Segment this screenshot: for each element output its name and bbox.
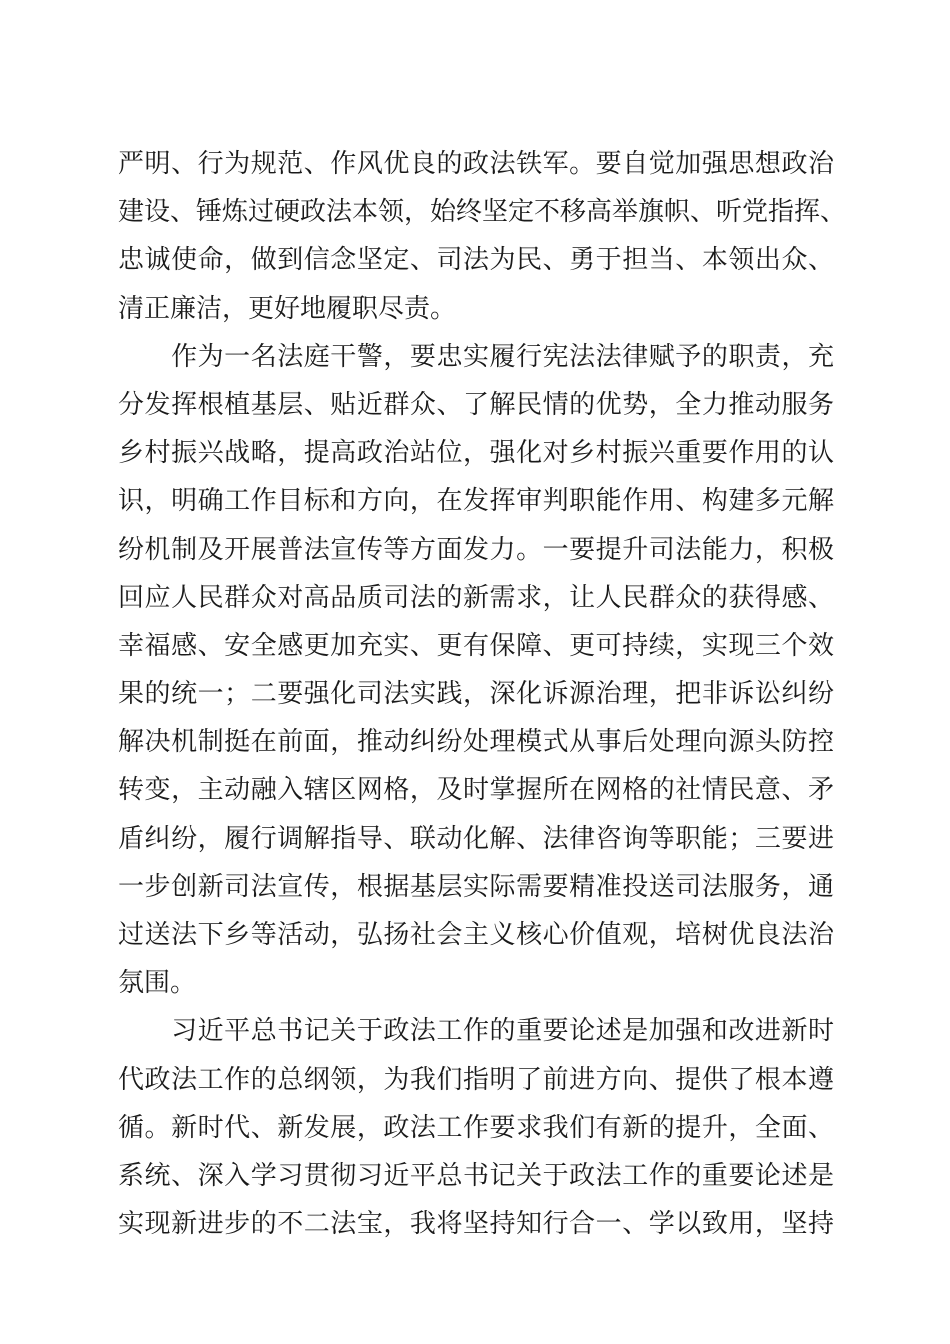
paragraph-2-line-6: 回应人民群众对高品质司法的新需求，让人民群众的获得感、 <box>118 582 834 613</box>
paragraph-2-line-3: 乡村振兴战略，提高政治站位，强化对乡村振兴重要作用的认 <box>118 438 834 469</box>
body-text <box>118 140 847 1248</box>
paragraph-2-line-8: 果的统一；二要强化司法实践，深化诉源治理，把非诉讼纠纷 <box>118 679 834 710</box>
paragraph-1-line-2: 建设、锤炼过硬政法本领，始终坚定不移高举旗帜、听党指挥、 <box>118 197 847 228</box>
paragraph-3-line-4: 系统、深入学习贯彻习近平总书记关于政法工作的重要论述是 <box>118 1160 834 1191</box>
paragraph-2-line-2: 分发挥根植基层、贴近群众、了解民情的优势，全力推动服务 <box>118 389 834 420</box>
paragraph-2-line-13: 过送法下乡等活动，弘扬社会主义核心价值观，培树优良法治 <box>118 920 834 950</box>
paragraph-1-line-4: 清正廉洁，更好地履职尽责。 <box>118 293 457 324</box>
paragraph-3-line-5: 实现新进步的不二法宝，我将坚持知行合一、学以致用，坚持 <box>118 1209 834 1240</box>
paragraph-3-line-2: 代政法工作的总纲领，为我们指明了前进方向、提供了根本遵 <box>118 1064 834 1095</box>
paragraph-3-line-3: 循。新时代、新发展，政法工作要求我们有新的提升，全面、 <box>118 1112 834 1143</box>
paragraph-2-line-10: 转变，主动融入辖区网格，及时掌握所在网格的社情民意、矛 <box>118 775 834 806</box>
paragraph-2-line-4: 识，明确工作目标和方向，在发挥审判职能作用、构建多元解 <box>118 486 834 517</box>
paragraph-2-line-1: 作为一名法庭干警，要忠实履行宪法法律赋予的职责，充 <box>118 341 834 372</box>
paragraph-1-line-3: 忠诚使命，做到信念坚定、司法为民、勇于担当、本领出众、 <box>118 245 834 276</box>
paragraph-2-line-14: 氛围。 <box>118 968 197 999</box>
paragraph-2-line-12: 一步创新司法宣传，根据基层实际需要精准投送司法服务，通 <box>118 871 834 902</box>
paragraph-1-line-1: 严明、行为规范、作风优良的政法铁军。要自觉加强思想政治 <box>118 149 834 179</box>
paragraph-3-line-1: 习近平总书记关于政法工作的重要论述是加强和改进新时 <box>118 1016 834 1047</box>
paragraph-2-line-9: 解决机制挺在前面，推动纠纷处理模式从事后处理向源头防控 <box>118 727 834 758</box>
paragraph-2-line-5: 纷机制及开展普法宣传等方面发力。一要提升司法能力，积极 <box>118 534 834 565</box>
paragraph-2-line-7: 幸福感、安全感更加充实、更有保障、更可持续，实现三个效 <box>118 630 834 661</box>
paragraph-2-line-11: 盾纠纷，履行调解指导、联动化解、法律咨询等职能；三要进 <box>118 823 834 854</box>
